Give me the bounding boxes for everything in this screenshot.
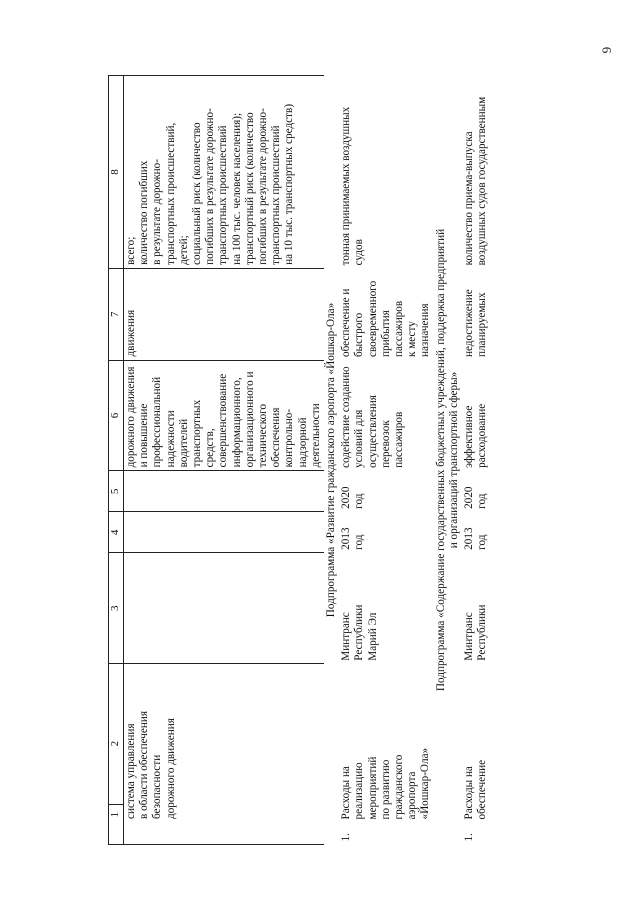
header-col-7: 7 bbox=[109, 268, 124, 360]
program-table bbox=[108, 75, 490, 845]
header-col-5: 5 bbox=[109, 471, 124, 512]
cell-col-6: дорожного движения и повышение профессиональной надежности водителей транспортных средств, совершенствование информационного, организационного и технического обеспечения контрольно- надзорной деятельности bbox=[124, 360, 325, 471]
sp1-col-2: Расходы на реализацию мероприятий по развитию гражданского аэропорта «Йошкар-Ола» bbox=[340, 747, 432, 820]
sp1-col-1-2 bbox=[339, 664, 433, 845]
header-col-2: 2 bbox=[109, 740, 121, 747]
header-col-1: 1 bbox=[109, 804, 123, 825]
header-row bbox=[109, 76, 124, 845]
header-col-1-2 bbox=[109, 664, 124, 845]
sp1-row-number: 1. bbox=[340, 833, 353, 842]
header-col-6: 6 bbox=[109, 360, 124, 471]
sp2-row-number: 1. bbox=[463, 833, 476, 842]
rotated-table-page bbox=[108, 65, 528, 845]
subprogram-1-title-row bbox=[324, 76, 339, 845]
page-number: 6 bbox=[599, 46, 615, 54]
subprogram-1-title: Подпрограмма «Развитие гражданского аэропорта «Йошкар-Ола» bbox=[325, 302, 338, 618]
continued-row bbox=[124, 76, 325, 845]
sp1-col-8: тонная принимаемых воздушных судов bbox=[340, 106, 366, 266]
subprogram-1-row bbox=[339, 76, 433, 845]
sp2-col-4: 2013 год bbox=[463, 527, 489, 550]
subprogram-2-title: Подпрограмма «Содержание государственных бюджетных учреждений, поддержка предприятий и организаций транспортной сферы» bbox=[434, 228, 460, 692]
sp2-col-8: количество приема-выпуска воздушных судов государственным bbox=[463, 96, 489, 266]
sp1-col-5: 2020 год bbox=[340, 486, 366, 509]
sp1-col-7: обеспечение и быстрого своевременного прибытия пассажиров к месту назначения bbox=[340, 280, 432, 358]
cell-col-7: движения bbox=[124, 268, 325, 360]
subprogram-2-row bbox=[462, 76, 490, 845]
subprogram-2-title-row bbox=[434, 76, 462, 845]
sp2-col-1-2 bbox=[462, 664, 490, 845]
cell-col-3 bbox=[124, 553, 325, 664]
sp2-col-3: Минтранс Республики bbox=[463, 604, 489, 661]
sp1-col-6: содействие созданию условий для осуществления перевозок пассажиров bbox=[340, 366, 406, 468]
sp1-col-3: Минтранс Республики Марий Эл bbox=[340, 604, 379, 661]
cell-col-8: всего; количество погибших в результате дорожно- транспортных происшествий, детей; социальный риск (количество погибших в результате дорожно- транспортных происшествий на 100 тыс. человек населения); транспортный риск (количество погибших в результате дорожно- транспортных происшествий на 10 тыс. транспортных средств) bbox=[124, 76, 325, 269]
sp2-col-2: Расходы на обеспечение bbox=[463, 759, 489, 820]
cell-col-1-2 bbox=[124, 664, 325, 845]
cell-col-5 bbox=[124, 471, 325, 512]
cell-col-2: система управления в области обеспечения безопасности дорожного движения bbox=[125, 710, 177, 819]
sp2-col-5: 2020 год bbox=[463, 486, 489, 509]
sp2-col-7: недостижение планируемых bbox=[463, 289, 489, 358]
cell-col-4 bbox=[124, 512, 325, 553]
header-col-3: 3 bbox=[109, 553, 124, 664]
sp1-col-4: 2013 год bbox=[340, 527, 366, 550]
sp2-col-6: эффективное расходование bbox=[463, 403, 489, 468]
header-col-8: 8 bbox=[109, 76, 124, 269]
header-col-4: 4 bbox=[109, 512, 124, 553]
